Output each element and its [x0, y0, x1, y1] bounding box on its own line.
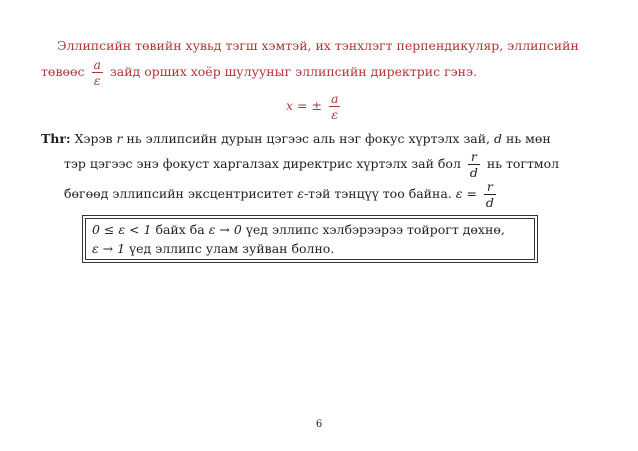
definition-fraction-den: ε: [93, 73, 101, 88]
theorem-label: Thr:: [41, 131, 71, 146]
theorem-text-1c: нь мөн: [506, 131, 551, 146]
definition-text-2b: зайд орших хоёр шулууныг эллипсийн директрис гэнэ.: [109, 64, 477, 79]
note-box: [85, 218, 535, 260]
theorem-var-r: r: [116, 131, 123, 146]
theorem-text-2b: нь тогтмол: [486, 156, 560, 171]
definition-line-2: [41, 58, 477, 87]
formula-fraction-num: a: [330, 91, 339, 106]
note-math-1: 0 ≤ ε < 1: [92, 222, 152, 237]
theorem-text-1a: Хэрэв: [74, 131, 113, 146]
note-text-1a: байх ба: [155, 222, 205, 237]
theorem-text-2a: тэр цэгээс энэ фокуст харгалзах директрис хүртэлх зай бол: [64, 156, 461, 171]
directrix-formula: [286, 92, 343, 121]
theorem-fraction-2: [484, 180, 496, 209]
definition-line-1: [57, 38, 579, 54]
theorem-text-1b: нь эллипсийн дурын цэгээс аль нэг фокус хүртэлх зай,: [126, 131, 491, 146]
theorem-line-3: [64, 180, 499, 209]
note-line-1: [92, 222, 505, 238]
theorem-fraction-1: [468, 150, 480, 179]
theorem-var-d: d: [494, 131, 503, 146]
theorem-fraction-2-num: r: [484, 180, 496, 195]
note-line-2: [92, 241, 334, 257]
theorem-line-2: [64, 150, 559, 179]
page-number: 6: [315, 419, 323, 430]
note-text-2a: үед эллипс улам зуйван болно.: [129, 241, 335, 256]
definition-fraction-num: a: [93, 57, 101, 72]
theorem-line-1: [41, 131, 551, 147]
theorem-text-3a: бөгөөд эллипсийн эксцентриситет: [64, 186, 294, 201]
definition-text-2a: төвөөс: [41, 64, 85, 79]
formula-lhs: x = ±: [286, 98, 322, 113]
definition-fraction: [92, 58, 103, 87]
definition-text-1: Эллипсийн төвийн хувьд тэгш хэмтэй, их тэнхлэгт перпендикуляр, эллипсийн: [57, 38, 579, 53]
note-math-2: ε → 0: [208, 222, 242, 237]
theorem-fraction-1-num: r: [468, 150, 480, 165]
theorem-fraction-1-den: d: [469, 165, 478, 180]
formula-fraction: [329, 92, 340, 121]
note-math-3: ε → 1: [92, 241, 126, 256]
theorem-eq: ε =: [455, 186, 477, 201]
theorem-text-3b: -тэй тэнцүү тоо байна.: [303, 186, 452, 201]
formula-fraction-den: ε: [331, 107, 339, 122]
note-text-1b: үед эллипс хэлбэрээрээ тойрогт дөхнө,: [245, 222, 505, 237]
theorem-fraction-2-den: d: [485, 195, 494, 210]
theorem-var-eps: ε: [297, 186, 304, 201]
